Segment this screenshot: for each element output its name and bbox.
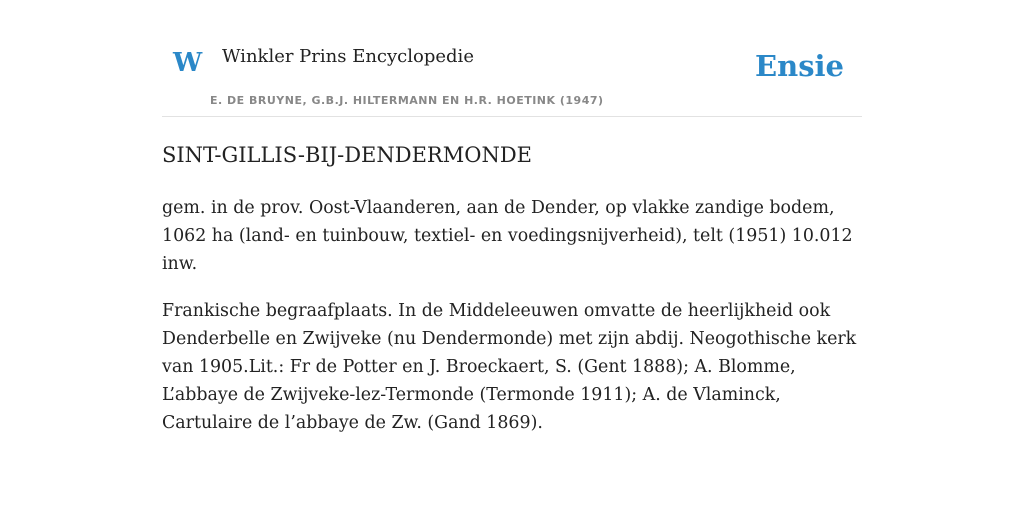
encyclopedia-header [162, 0, 862, 117]
article-title: SINT-GILLIS-BIJ-DENDERMONDE [162, 143, 532, 167]
encyclopedia-authors: E. DE BRUYNE, G.B.J. HILTERMANN EN H.R. HOETINK (1947) [210, 94, 604, 107]
article [162, 140, 862, 456]
article-paragraph: gem. in de prov. Oost-Vlaanderen, aan de Dender, op vlakke zandige bodem, 1062 ha (land- en tuinbouw, textiel- en voedingsnijverheid), telt (1951) 10.012 inw. [162, 198, 853, 274]
encyclopedia-title[interactable]: Winkler Prins Encyclopedie [222, 46, 474, 67]
ensie-brand-link[interactable]: Ensie [755, 49, 844, 83]
article-paragraph: Frankische begraafplaats. In de Middeleeuwen omvatte de heerlijkheid ook Denderbelle en Zwijveke (nu Dendermonde) met zijn abdij. Neogothische kerk van 1905.Lit.: Fr de Potter en J. Broeckaert, S. (Gent 1888); A. Blomme, L’abbaye de Zwijveke-lez-Termonde (Termonde 1911); A. de Vlaminck, Cartulaire de l’abbaye de Zw. (Gand 1869). [162, 301, 857, 433]
encyclopedia-logo[interactable]: W [173, 48, 203, 78]
